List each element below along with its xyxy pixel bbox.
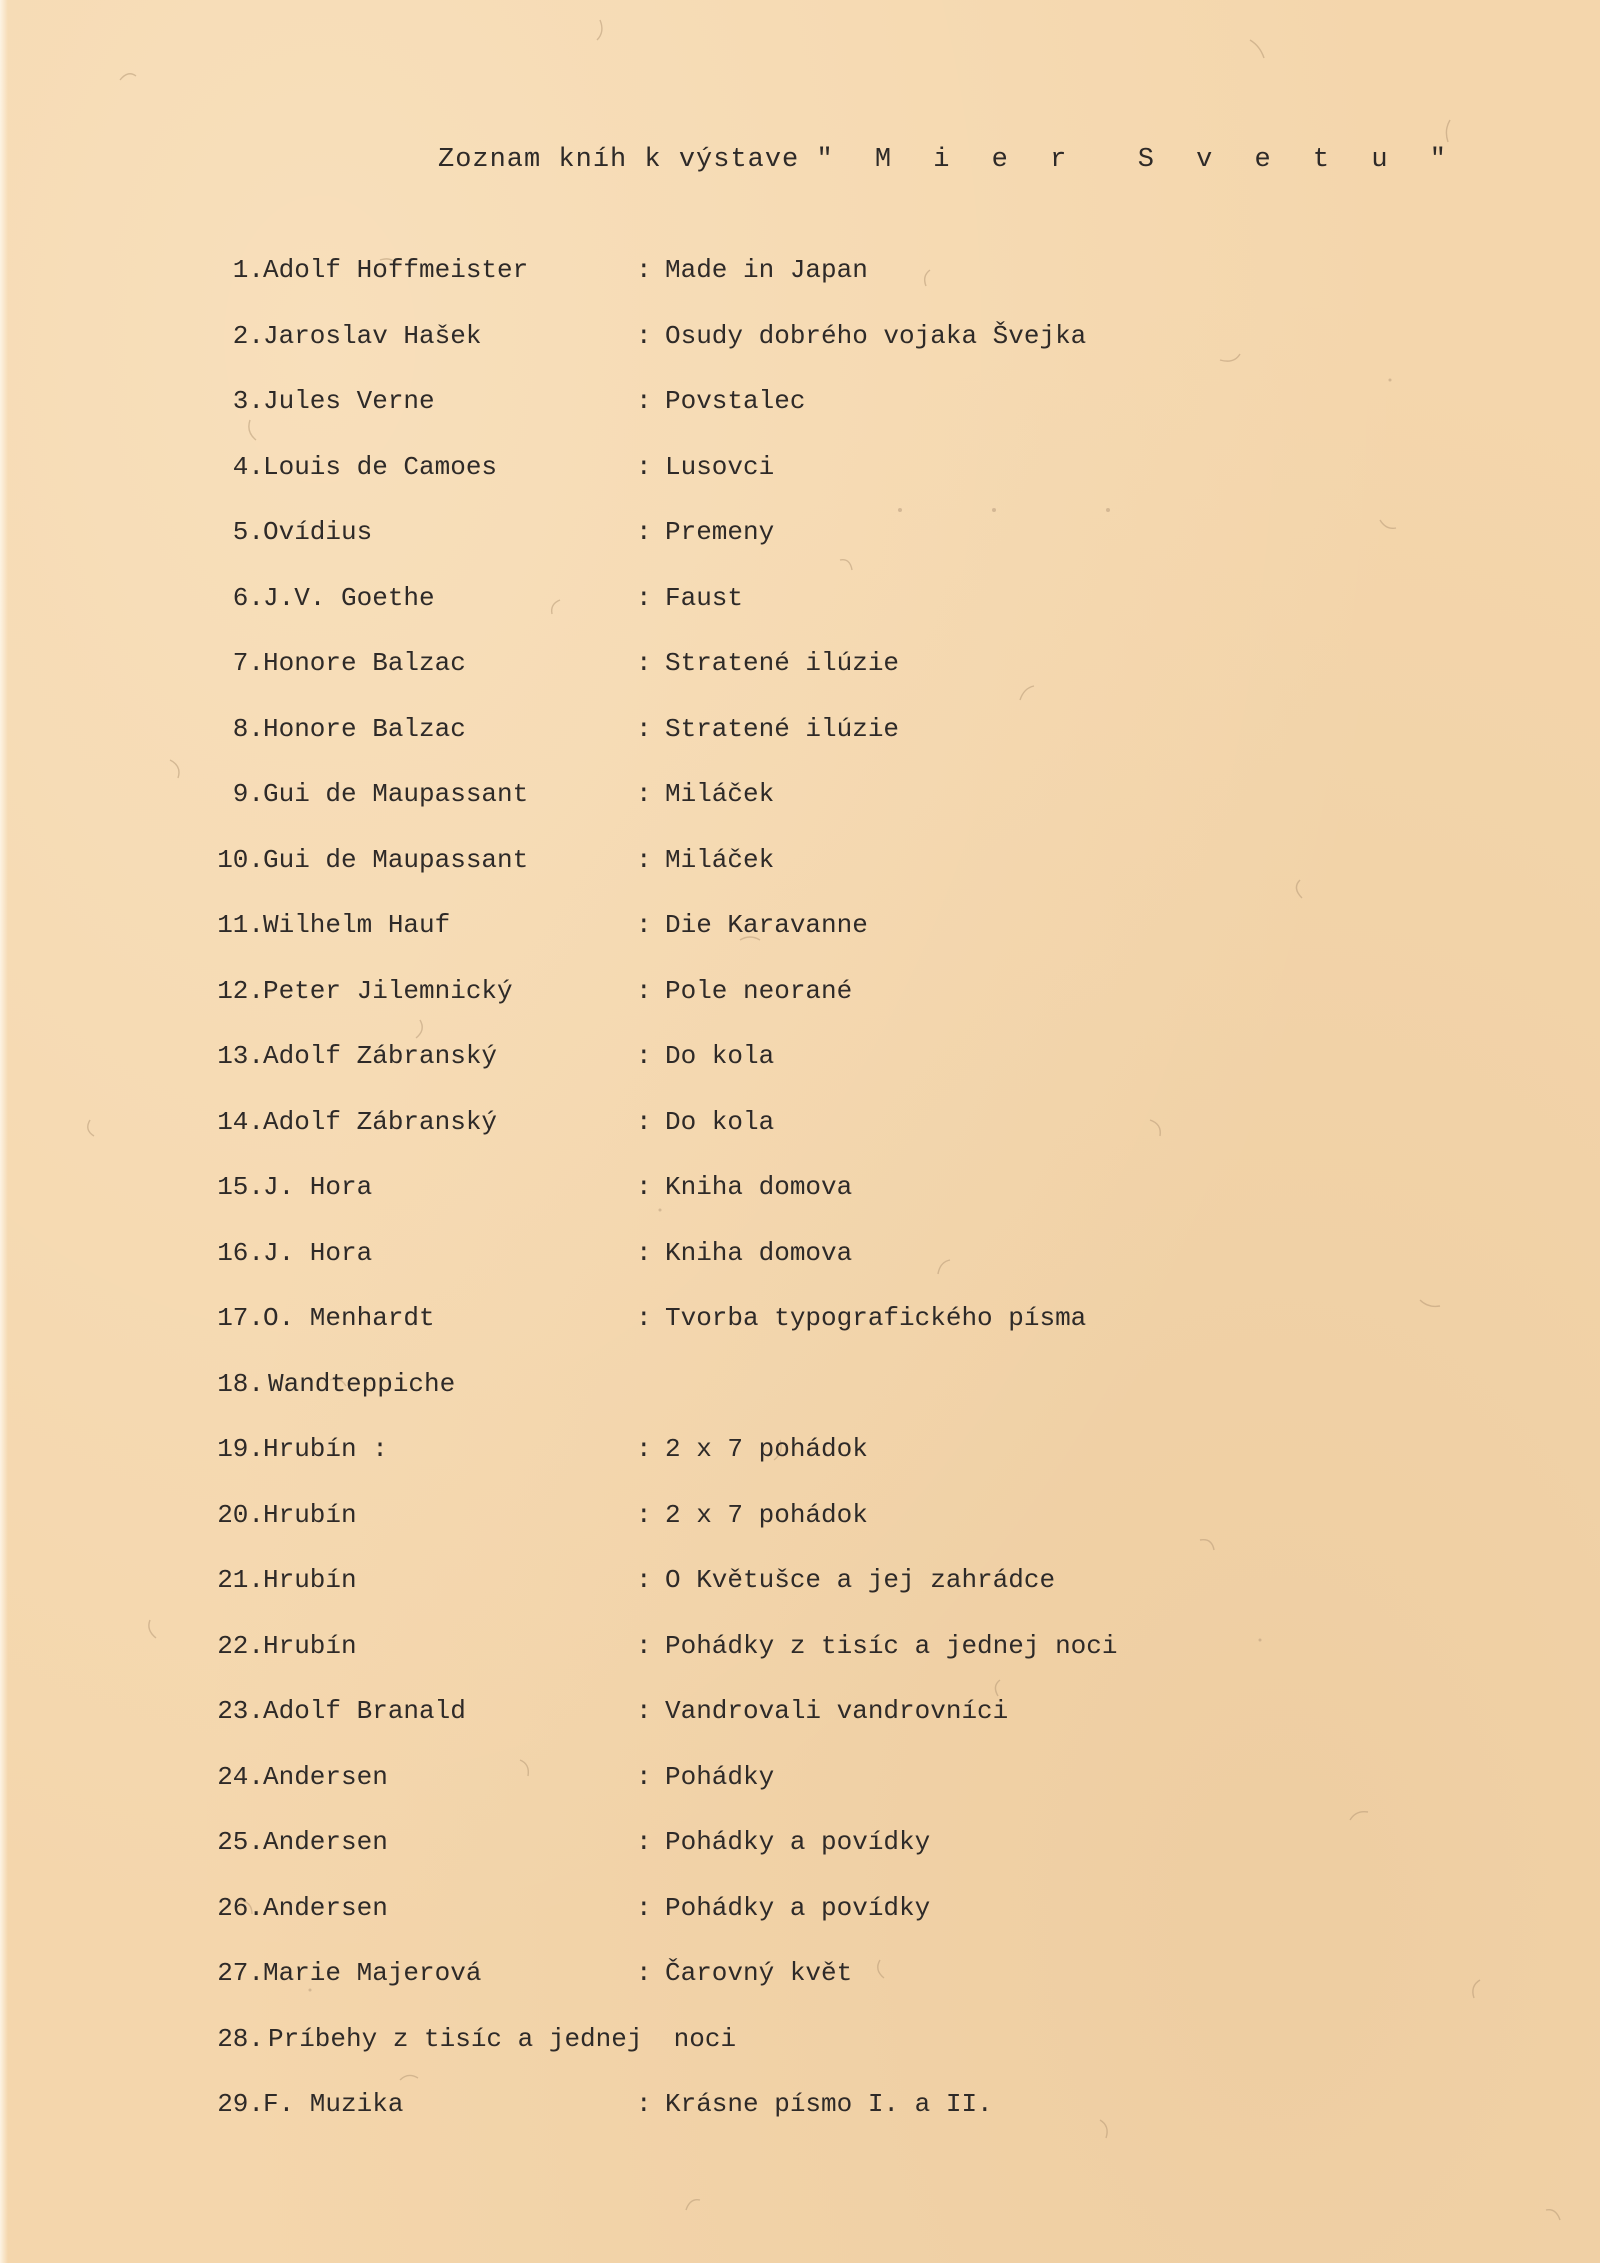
list-entry (0, 1369, 1600, 1409)
entry-book-title: Miláček (665, 779, 775, 809)
entry-separator: : (636, 1565, 652, 1595)
entry-number: 29. (217, 2089, 264, 2119)
entry-separator: : (636, 452, 652, 482)
list-entry (0, 1303, 1600, 1343)
entry-number: 25. (217, 1827, 264, 1857)
entry-book-title: Premeny (665, 517, 775, 547)
entry-number: 28. (217, 2024, 264, 2054)
entry-author: Jules Verne (263, 386, 435, 416)
entry-author: Hrubín (263, 1500, 357, 1530)
list-entry (0, 1762, 1600, 1802)
entry-book-title: Do kola (665, 1041, 775, 1071)
entry-number: 9. (232, 779, 264, 809)
document-title (438, 145, 1459, 175)
entry-author: Louis de Camoes (263, 452, 498, 482)
entry-author: Hrubín (263, 1565, 357, 1595)
entry-number: 13. (217, 1041, 264, 1071)
entry-separator: : (636, 845, 652, 875)
entry-number: 27. (217, 1958, 264, 1988)
entry-number: 15. (217, 1172, 264, 1202)
list-entry (0, 1434, 1600, 1474)
entry-author: Honore Balzac (263, 648, 466, 678)
entry-text: Príbehy z tisíc a jednej noci (268, 2024, 737, 2054)
entry-book-title: Tvorba typografického písma (665, 1303, 1087, 1333)
entry-text: Wandteppiche (268, 1369, 456, 1399)
list-entry (0, 2089, 1600, 2129)
entry-number: 8. (232, 714, 264, 744)
entry-separator: : (636, 1172, 652, 1202)
entry-number: 24. (217, 1762, 264, 1792)
entry-author: Gui de Maupassant (263, 845, 529, 875)
entry-book-title: Kniha domova (665, 1172, 853, 1202)
entry-author: Andersen (263, 1827, 388, 1857)
entry-separator: : (636, 1827, 652, 1857)
entry-author: Adolf Zábranský (263, 1107, 498, 1137)
list-entry (0, 321, 1600, 361)
entry-author: Ovídius (263, 517, 373, 547)
entry-separator: : (636, 386, 652, 416)
entry-number: 18. (217, 1369, 264, 1399)
entry-author: Hrubín : (263, 1434, 388, 1464)
entry-separator: : (636, 648, 652, 678)
list-entry (0, 2024, 1600, 2064)
entry-number: 12. (217, 976, 264, 1006)
entry-book-title: Stratené ilúzie (665, 714, 900, 744)
list-entry (0, 1172, 1600, 1212)
entry-author: Jaroslav Hašek (263, 321, 482, 351)
list-entry (0, 1893, 1600, 1933)
entry-book-title: Do kola (665, 1107, 775, 1137)
entry-book-title: Stratené ilúzie (665, 648, 900, 678)
entry-book-title: Pohádky a povídky (665, 1893, 931, 1923)
entry-number: 22. (217, 1631, 264, 1661)
list-entry (0, 386, 1600, 426)
entry-number: 3. (232, 386, 264, 416)
list-entry (0, 255, 1600, 295)
list-entry (0, 1631, 1600, 1671)
entry-book-title: Pole neorané (665, 976, 853, 1006)
entry-author: Honore Balzac (263, 714, 466, 744)
entry-separator: : (636, 714, 652, 744)
entry-book-title: Povstalec (665, 386, 806, 416)
entry-book-title: Pohádky a povídky (665, 1827, 931, 1857)
entry-number: 14. (217, 1107, 264, 1137)
entry-book-title: Made in Japan (665, 255, 868, 285)
list-entry (0, 517, 1600, 557)
entry-book-title: Krásne písmo I. a II. (665, 2089, 993, 2119)
entry-book-title: Lusovci (665, 452, 775, 482)
entry-author: J. Hora (263, 1172, 373, 1202)
entry-book-title: Faust (665, 583, 744, 613)
list-entry (0, 1827, 1600, 1867)
entry-separator: : (636, 976, 652, 1006)
entry-separator: : (636, 1893, 652, 1923)
entry-number: 10. (217, 845, 264, 875)
entry-number: 21. (217, 1565, 264, 1595)
entry-book-title: 2 x 7 pohádok (665, 1500, 868, 1530)
list-entry (0, 452, 1600, 492)
list-entry (0, 1696, 1600, 1736)
entry-separator: : (636, 255, 652, 285)
entry-book-title: Pohádky z tisíc a jednej noci (665, 1631, 1118, 1661)
entry-author: Adolf Zábranský (263, 1041, 498, 1071)
list-entry (0, 1958, 1600, 1998)
entry-author: Peter Jilemnický (263, 976, 513, 1006)
entry-book-title: Čarovný květ (665, 1958, 853, 1988)
list-entry (0, 1500, 1600, 1540)
list-entry (0, 1565, 1600, 1605)
entry-number: 17. (217, 1303, 264, 1333)
list-entry (0, 583, 1600, 623)
list-entry (0, 779, 1600, 819)
list-entry (0, 976, 1600, 1016)
entry-number: 20. (217, 1500, 264, 1530)
entry-separator: : (636, 1762, 652, 1792)
list-entry (0, 845, 1600, 885)
list-entry (0, 648, 1600, 688)
entry-author: Hrubín (263, 1631, 357, 1661)
entry-separator: : (636, 1303, 652, 1333)
entry-number: 19. (217, 1434, 264, 1464)
entry-number: 1. (232, 255, 264, 285)
entry-number: 2. (232, 321, 264, 351)
entry-author: Andersen (263, 1893, 388, 1923)
exhibition-name: " M i e r S v e t u " (816, 145, 1459, 175)
title-prefix: Zoznam kníh k výstave (438, 145, 800, 175)
entry-author: O. Menhardt (263, 1303, 435, 1333)
entry-separator: : (636, 1107, 652, 1137)
entry-book-title: 2 x 7 pohádok (665, 1434, 868, 1464)
entry-separator: : (636, 1958, 652, 1988)
entry-separator: : (636, 583, 652, 613)
entry-separator: : (636, 321, 652, 351)
entry-book-title: Vandrovali vandrovníci (665, 1696, 1009, 1726)
entry-author: Andersen (263, 1762, 388, 1792)
entry-separator: : (636, 1631, 652, 1661)
entry-author: J.V. Goethe (263, 583, 435, 613)
list-entry (0, 1107, 1600, 1147)
entry-book-title: Pohádky (665, 1762, 775, 1792)
entry-separator: : (636, 2089, 652, 2119)
list-entry (0, 910, 1600, 950)
entry-book-title: O Květušce a jej zahrádce (665, 1565, 1056, 1595)
entry-number: 4. (232, 452, 264, 482)
entry-author: Adolf Hoffmeister (263, 255, 529, 285)
entry-book-title: Kniha domova (665, 1238, 853, 1268)
entry-author: J. Hora (263, 1238, 373, 1268)
list-entry (0, 714, 1600, 754)
entry-number: 6. (232, 583, 264, 613)
entry-number: 16. (217, 1238, 264, 1268)
entry-book-title: Miláček (665, 845, 775, 875)
entry-separator: : (636, 1696, 652, 1726)
entry-book-title: Osudy dobrého vojaka Švejka (665, 321, 1087, 351)
list-entry (0, 1238, 1600, 1278)
entry-author: Marie Majerová (263, 1958, 482, 1988)
entry-author: F. Muzika (263, 2089, 404, 2119)
entry-number: 23. (217, 1696, 264, 1726)
entry-author: Adolf Branald (263, 1696, 466, 1726)
entry-number: 5. (232, 517, 264, 547)
entry-separator: : (636, 1434, 652, 1464)
entry-number: 11. (217, 910, 264, 940)
entry-number: 26. (217, 1893, 264, 1923)
entry-separator: : (636, 517, 652, 547)
entry-separator: : (636, 1041, 652, 1071)
entry-separator: : (636, 779, 652, 809)
list-entry (0, 1041, 1600, 1081)
entry-author: Wilhelm Hauf (263, 910, 451, 940)
entry-number: 7. (232, 648, 264, 678)
entry-book-title: Die Karavanne (665, 910, 868, 940)
entry-separator: : (636, 1238, 652, 1268)
entry-author: Gui de Maupassant (263, 779, 529, 809)
entry-separator: : (636, 910, 652, 940)
entry-separator: : (636, 1500, 652, 1530)
